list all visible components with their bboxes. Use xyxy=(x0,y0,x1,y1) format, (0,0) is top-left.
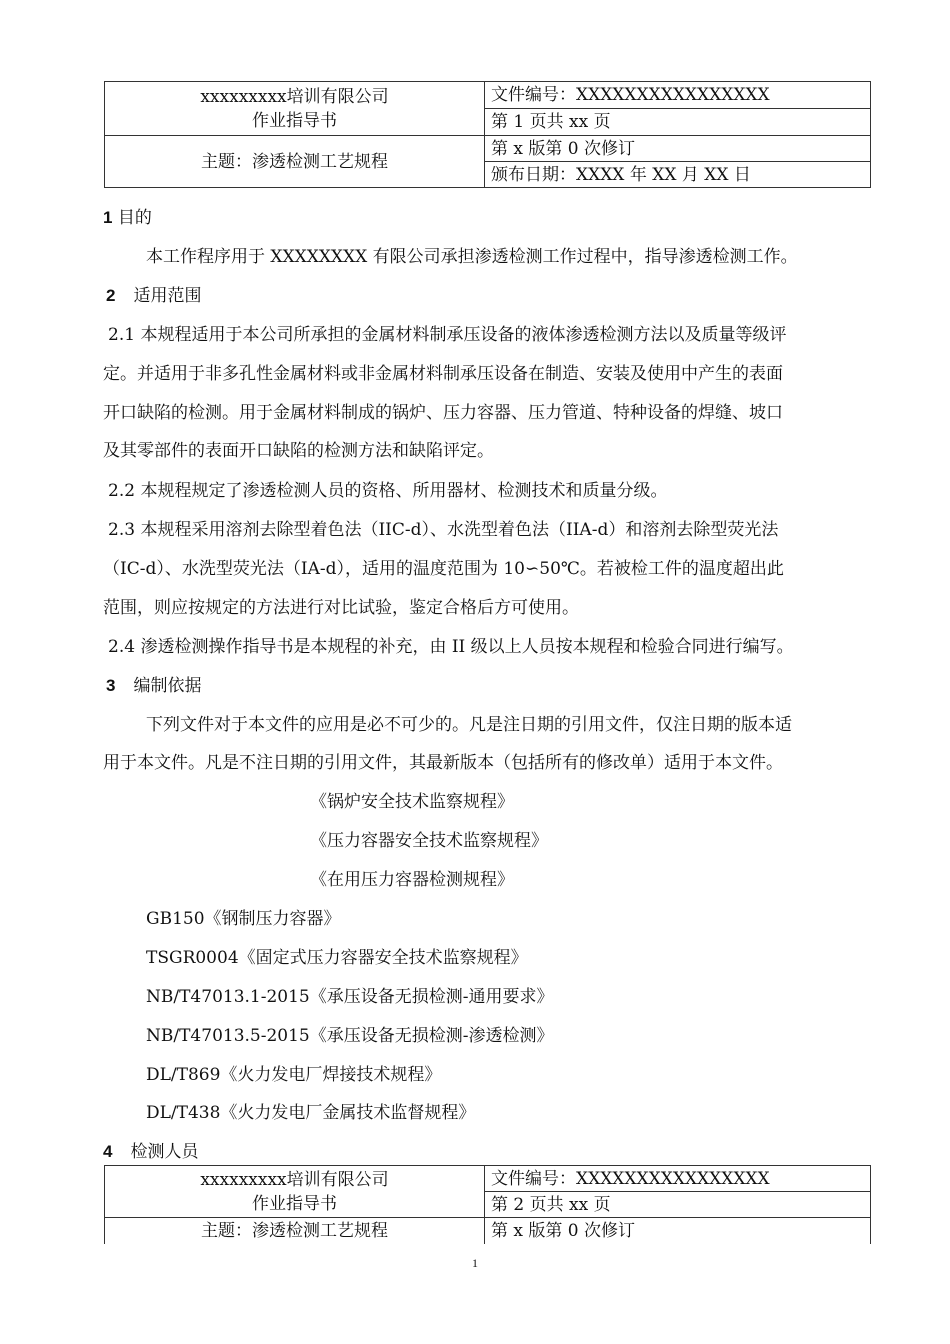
subject-title: 主题：渗透检测工艺规程 xyxy=(105,1218,485,1244)
paragraph-2-1-line-1: 2.1 本规程适用于本公司所承担的金属材料制承压设备的液体渗透检测方法以及质量等级评 xyxy=(108,325,787,345)
section-2-number: 2 xyxy=(106,286,116,305)
page-number: 1 xyxy=(472,1256,478,1270)
reference-item: GB150《钢制压力容器》 xyxy=(146,909,341,929)
paragraph-2-1-line-2: 定。并适用于非多孔性金属材料或非金属材料制承压设备在制造、安装及使用中产生的表面 xyxy=(103,364,783,384)
section-3-heading xyxy=(106,674,201,698)
document-header-table xyxy=(104,81,871,188)
page-info: 第 2 页共 xx 页 xyxy=(485,1192,871,1218)
document-header-table-2 xyxy=(104,1165,871,1244)
paragraph-2-2: 2.2 本规程规定了渗透检测人员的资格、所用器材、检测技术和质量分级。 xyxy=(108,481,668,501)
section-1-heading xyxy=(103,206,152,230)
issue-date: 颁布日期：XXXX 年 XX 月 XX 日 xyxy=(485,162,871,188)
section-1-body: 本工作程序用于 XXXXXXXX 有限公司承担渗透检测工作过程中，指导渗透检测工作。 xyxy=(146,247,798,267)
company-cell xyxy=(105,82,485,136)
section-3-number: 3 xyxy=(106,676,116,695)
reference-item: DL/T438《火力发电厂金属技术监督规程》 xyxy=(146,1103,476,1123)
paragraph-2-1-line-3: 开口缺陷的检测。用于金属材料制成的锅炉、压力容器、压力管道、特种设备的焊缝、坡口 xyxy=(103,403,783,423)
document-type: 作业指导书 xyxy=(252,1193,337,1214)
version-info: 第 x 版第 0 次修订 xyxy=(485,1218,871,1244)
section-3-body-line-2: 用于本文件。凡是不注日期的引用文件，其最新版本（包括所有的修改单）适用于本文件。 xyxy=(103,753,783,773)
section-4-heading xyxy=(103,1140,198,1164)
paragraph-2-3-line-1: 2.3 本规程采用溶剂去除型着色法（IIC-d）、水洗型着色法（IIA-d）和溶剂去除型荧光法 xyxy=(108,520,779,540)
subject-title: 主题：渗透检测工艺规程 xyxy=(105,136,485,188)
version-info: 第 x 版第 0 次修订 xyxy=(485,136,871,162)
section-1-number: 1 xyxy=(103,208,113,227)
section-3-body-line-1: 下列文件对于本文件的应用是必不可少的。凡是注日期的引用文件，仅注日期的版本适 xyxy=(146,715,792,735)
company-name: xxxxxxxxx培训有限公司 xyxy=(200,86,389,107)
company-name: xxxxxxxxx培训有限公司 xyxy=(200,1169,389,1190)
paragraph-2-4: 2.4 渗透检测操作指导书是本规程的补充，由 II 级以上人员按本规程和检验合同进行编写。 xyxy=(108,637,794,657)
paragraph-2-1-line-4: 及其零部件的表面开口缺陷的检测方法和缺陷评定。 xyxy=(103,441,494,461)
reference-item: 《锅炉安全技术监察规程》 xyxy=(310,792,514,812)
reference-item: 《在用压力容器检测规程》 xyxy=(310,870,514,890)
section-2-title: 适用范围 xyxy=(133,286,202,306)
doc-number: 文件编号：XXXXXXXXXXXXXXXX xyxy=(485,1166,871,1192)
section-4-number: 4 xyxy=(103,1142,113,1161)
page-info: 第 1 页共 xx 页 xyxy=(485,109,871,136)
section-4-title: 检测人员 xyxy=(130,1142,199,1162)
company-cell xyxy=(105,1166,485,1218)
section-1-title: 目的 xyxy=(117,208,152,228)
section-2-heading xyxy=(106,284,201,308)
reference-item: TSGR0004《固定式压力容器安全技术监察规程》 xyxy=(146,948,528,968)
reference-item: NB/T47013.5-2015《承压设备无损检测-渗透检测》 xyxy=(146,1026,554,1046)
reference-item: 《压力容器安全技术监察规程》 xyxy=(310,831,548,851)
paragraph-2-3-line-2: （IC-d）、水洗型荧光法（IA-d），适用的温度范围为 10∽50℃。若被检工件的温度超出此 xyxy=(103,559,784,579)
document-type: 作业指导书 xyxy=(252,110,337,131)
reference-item: DL/T869《火力发电厂焊接技术规程》 xyxy=(146,1065,442,1085)
reference-item: NB/T47013.1-2015《承压设备无损检测-通用要求》 xyxy=(146,987,554,1007)
doc-number: 文件编号：XXXXXXXXXXXXXXXX xyxy=(485,82,871,109)
section-3-title: 编制依据 xyxy=(133,676,202,696)
paragraph-2-3-line-3: 范围，则应按规定的方法进行对比试验，鉴定合格后方可使用。 xyxy=(103,598,579,618)
